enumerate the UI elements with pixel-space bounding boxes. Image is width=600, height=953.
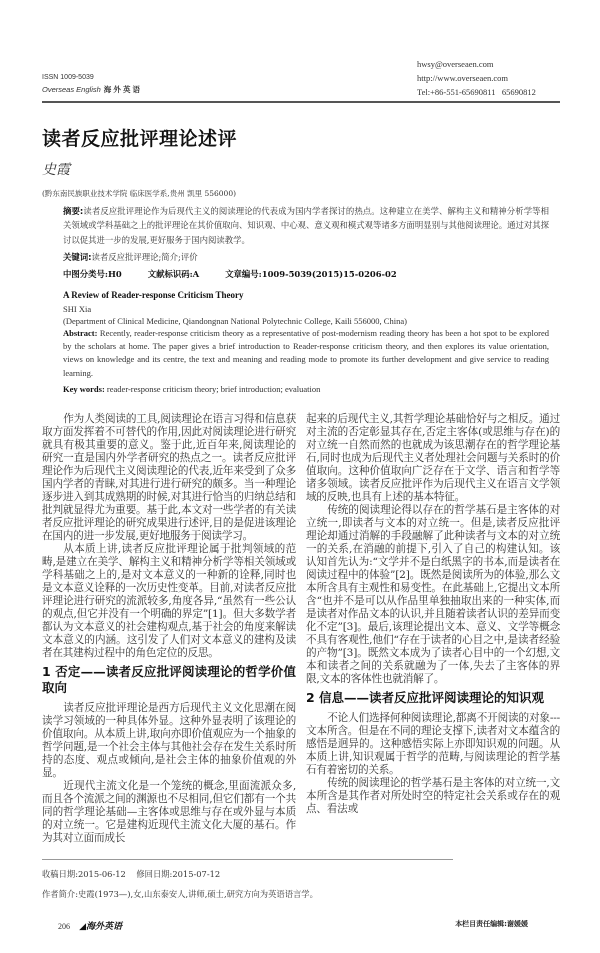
english-affiliation: (Department of Clinical Medicine, Qiandongnan National Polytechnic College, Kaili 556000, China) — [63, 315, 407, 326]
column-editor: 本栏目责任编辑:谢媛媛 — [455, 919, 528, 928]
paragraph: 传统的阅读理论得以存在的哲学基石是主客体的对立统一,即读者与文本的对立统一。但是,读者反应批评理论却通过消解的手段融解了此种读者与文本的对立统一的关系,在消融的前提下,引入了自己的构建认知。该认知首先认为:“文学并不是白纸黑字的书本,而是读者在阅读过程中的体验”[2]。既然是阅读所为的体验,那么文本所含具有主观性和易变性。在此基础上,它提出文本所含“也并不是可以从作品里单独抽取出来的一种实体,而是读者对作品文本的认识,并且随着读者认识的差异而变化不定”[3]。最后,该理论提出文本、意义、文学等概念不具有客观性,他们“存在于读者的心目之中,是读者经验的产物”[3]。既然文本成为了读者心目中的一个幻想,文本和读者之间的关系就融为了一体,失去了主客体的界限,文本的客体性也就消解了。 — [306, 504, 560, 686]
header-rule — [42, 101, 560, 103]
paragraph: 不论人们选择何种阅读理论,都离不开阅读的对象---文本所含。但是在不同的理论支撑下,读者对文本蕴含的感悟是迥异的。这种感悟实际上亦即知识观的问题。从本质上讲,知识观属于哲学的范畴,与阅读理论的哲学基石有着密切的关系。 — [306, 712, 560, 777]
page-number: 206 — [58, 922, 70, 932]
body-column-right — [306, 413, 560, 845]
abstract-en — [63, 327, 549, 380]
author-bio: 作者简介:史霞(1973—),女,山东泰安人,讲师,硕士,研究方向为英语语言学。 — [42, 889, 318, 900]
paragraph: 传统的阅读理论的哲学基石是主客体的对立统一,文本所含是其作者对所处时空的特定社会关系或存在的观点、看法或 — [306, 777, 560, 816]
paragraph: 读者反应批评理论是西方后现代主义文化思潮在阅读学习领域的一种具体外显。这种外显表明了该理论的价值取向。从本质上讲,取向亦即价值观应为一个抽象的哲学问题,是一个社会主体与其他社会存在发生关系时所持的态度、观点或倾向,是社会主体的抽象价值观的外显。 — [42, 702, 296, 780]
article-title: 读者反应批评理论述评 — [42, 128, 238, 150]
abstract-cn — [63, 204, 549, 247]
contact-email: hwsy@overseaen.com — [417, 59, 494, 69]
keywords-cn — [63, 251, 549, 264]
contact-url: http://www.overseaen.com — [417, 73, 509, 83]
author-affiliation: (黔东南民族职业技术学院 临床医学系,贵州 凯里 556000) — [42, 189, 237, 198]
journal-logo-text: 海外英语 — [86, 922, 123, 933]
footer-left — [58, 914, 122, 933]
clc-number: 中图分类号:H0 — [63, 268, 122, 279]
english-title: A Review of Reader-response Criticism Theory — [63, 289, 244, 300]
contact-tel: Tel:+86-551-65690811 65690812 — [417, 87, 536, 97]
document-code: 文献标识码:A — [147, 268, 200, 279]
paragraph: 起来的后现代主义,其哲学理论基础恰好与之相反。通过对主流的否定彰显其存在,否定主客体(或思维与存在)的对立统一自然而然的也就成为该思潮存在的哲学理论基石,同时也成为后现代主义者处理社会问题与关系时的价值取向。这种价值取向广泛存在于文学、语言和哲学等诸多领域。读者反应批评作为后现代主义在语言文学领域的反映,也具有上述的基本特征。 — [306, 413, 560, 504]
journal-name-en: Overseas English — [42, 85, 101, 94]
logo-slash-icon: ◢ — [79, 922, 87, 933]
abstract-en-text: Recently, reader-response criticism theory as a representative of post-modernism reading theory has been a hot spot to be explored by the scholars at home. The paper gives a brief introduction to Reader-response criticism theory, and then explores its value orientation, views on knowledge and its centre, the text and meaning and reading mode to promote its further development and give service to reading learning. — [63, 327, 550, 378]
classification-line — [63, 268, 549, 281]
paragraph: 近现代主流文化是一个笼统的概念,里面流派众多,而且各个流派之间的渊源也不尽相同,但它们都有一个共同的哲学理论基础—主客体或思维与存在或外显与本质的对立统一。它是建构近现代主流文化大厦的基石。作为其对立面而成长 — [42, 780, 296, 845]
section-heading: 2 信息——读者反应批评阅读理论的知识观 — [306, 690, 545, 706]
body-columns — [42, 413, 560, 845]
received-dates: 收稿日期:2015-06-12 修回日期:2015-07-12 — [42, 869, 221, 880]
abstract-text: 读者反应批评理论作为后现代主义的阅读理论的代表成为国内学者探讨的热点。这种建立在美学、解构主义和精神分析学等相关领域或学科基础之上的批评理论在其价值取向、知识观、中心观、意义观和模式观等诸多方面明显别与其他阅读理论。通过对其探讨以促其进一步的发展,更好服务于国内阅读教学。 — [63, 206, 549, 245]
paragraph: 从本质上讲,读者反应批评理论属于批判领域的范畴,是建立在美学、解构主义和精神分析学等相关领域或学科基础之上的,是对文本意义的一种新的诠释,同时也是文本意义诠释的一次历史性变革。目前,对读者反应批评理论进行研究的流派较多,角度各异,“虽然有一些公认的观点,但它并没有一个明确的界定”[1]。但大多数学者都认为文本意义的社会建构观点,基于社会的角度来解读文本意义的内涵。这引发了人们对文本意义的建构及读者在其建构过程中的角色定位的反思。 — [42, 543, 296, 660]
keywords-en-label: Key words: — [63, 384, 105, 395]
english-author: SHI Xia — [63, 303, 92, 314]
page-footer — [42, 914, 560, 933]
paragraph: 作为人类阅读的工具,阅读理论在语言习得和信息获取方面发挥着不可替代的作用,因此对阅读理论进行研究就具有极其重要的意义。鉴于此,近百年来,阅读理论的研究一直是国内外学者研究的热点之一。读者反应批评理论作为后现代主义阅读理论的代表,近年来受到了众多国内学者的青睐,对其进行进行研究的颇多。当一种理论逐步进入到其成熟期的时候,对其进行恰当的归纳总结和批判就显得尤为重要。基于此,本文对一些学者的有关读者反应批评理论的研究成果进行述评,目的是促进该理论在国内的进一步发展,更好地服务于阅读学习。 — [42, 413, 296, 543]
footnote-rule — [42, 859, 453, 860]
abstract-en-label: Abstract: — [63, 327, 98, 338]
running-header — [42, 57, 560, 99]
keywords-en-text: reader-response criticism theory; brief introduction; evaluation — [106, 384, 321, 395]
keywords-en — [63, 383, 549, 395]
journal-logo — [79, 922, 122, 932]
section-heading: 1 否定——读者反应批评阅读理论的哲学价值取向 — [42, 664, 296, 696]
journal-name — [42, 84, 140, 95]
keywords-text: 读者反应批评理论;简介;评价 — [91, 251, 198, 262]
journal-contact — [417, 57, 560, 99]
abstract-label: 摘要: — [63, 206, 84, 216]
body-column-left — [42, 413, 296, 845]
journal-info — [42, 74, 140, 99]
journal-name-cn: 海 外 英 语 — [103, 85, 141, 94]
issn: ISSN 1009-5039 — [42, 74, 94, 81]
article-number: 文章编号:1009-5039(2015)15-0206-02 — [225, 268, 397, 279]
article-author: 史霞 — [42, 162, 70, 178]
keywords-label: 关键词: — [63, 251, 92, 262]
